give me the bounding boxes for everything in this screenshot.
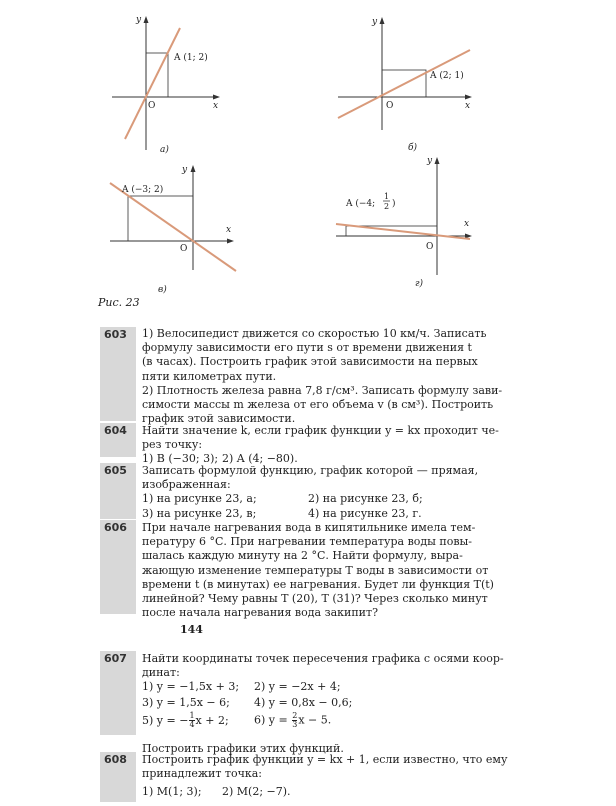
option: 3) y = 1,5x − 6; bbox=[142, 696, 230, 710]
problem-number: 607 bbox=[104, 652, 127, 665]
problem-607-text: Найти координаты точек пересечения графика с осями коор- динат: 1) y = −1,5x + 3; 2) y = −2x + 4; 3) y = 1,5x − 6; 4) y = 0,8x − 0,6; 5) y = − $\frac{1}{4}$ x + 2; 6) y = $\frac{2}{3}$ x − 5. Построить графики этих функций. bbox=[142, 652, 504, 756]
option: 4) y = 0,8x − 0,6; bbox=[254, 696, 353, 710]
svg-text:y: y bbox=[372, 17, 378, 27]
svg-text:y: y bbox=[427, 156, 433, 166]
panel-b bbox=[338, 17, 472, 153]
problem-number: 603 bbox=[104, 328, 127, 341]
problem-604-text: Найти значение k, если график функции y = kx проходит че- рез точку: 1) B (−30; 3); 2) A (4; −80). bbox=[142, 424, 499, 466]
point-label: A (−4; bbox=[346, 199, 376, 209]
option: 3) на рисунке 23, в; bbox=[142, 506, 257, 520]
panel-g bbox=[336, 156, 472, 289]
svg-text:O: O bbox=[180, 244, 188, 254]
graph-line bbox=[125, 28, 180, 139]
option: 4) на рисунке 23, г. bbox=[308, 506, 422, 520]
y-arrow-icon bbox=[144, 16, 149, 23]
graph-line bbox=[338, 50, 470, 118]
figure-23 bbox=[0, 0, 616, 300]
svg-text:A (−3; 2): A (−3; 2) bbox=[122, 185, 164, 195]
svg-text:O: O bbox=[426, 242, 434, 252]
svg-text:y: y bbox=[182, 165, 188, 175]
problem-603-text: 1) Велосипедист движется со скоростью 10 км/ч. Записать формулу зависимости его пути s от времени движения t (в часах). Построить график этой зависимости на первых пяти километрах пути. 2) Плотность железа равна 7,8 г/см³. Записать формулу зави- симости массы m железа от его объема v (в см³). Построить график этой зависимости. bbox=[142, 327, 503, 426]
point-label: A (1; 2) bbox=[174, 53, 208, 63]
problem-number: 605 bbox=[104, 464, 127, 477]
option: 1) M(1; 3); bbox=[142, 785, 202, 799]
svg-text:б): б) bbox=[408, 143, 418, 153]
svg-text:в): в) bbox=[158, 285, 167, 295]
option: 2) A (4; −80). bbox=[222, 452, 298, 466]
panel-sublabel: а) bbox=[160, 145, 169, 155]
y-arrow-icon bbox=[380, 17, 385, 24]
option: 5) y = − $\frac{1}{4}$ x + 2; bbox=[142, 711, 229, 730]
option: 1) на рисунке 23, а; bbox=[142, 492, 257, 506]
y-arrow-icon bbox=[435, 157, 440, 164]
option: 2) на рисунке 23, б; bbox=[308, 492, 423, 506]
option: 2) M(2; −7). bbox=[222, 785, 291, 799]
svg-text:O: O bbox=[386, 101, 394, 111]
option: 1) y = −1,5x + 3; bbox=[142, 680, 240, 694]
svg-text:г): г) bbox=[415, 279, 424, 289]
option: 6) y = $\frac{2}{3}$ x − 5. bbox=[254, 711, 332, 730]
panel-v bbox=[110, 165, 236, 295]
svg-text:x: x bbox=[464, 219, 470, 229]
svg-text:1: 1 bbox=[384, 192, 390, 201]
svg-text:x: x bbox=[226, 225, 232, 235]
x-arrow-icon bbox=[213, 95, 220, 100]
x-arrow-icon bbox=[227, 239, 234, 244]
problem-bar bbox=[100, 327, 136, 421]
svg-text:x: x bbox=[465, 101, 471, 111]
panel-a bbox=[112, 15, 220, 155]
y-arrow-icon bbox=[191, 165, 196, 172]
problem-606-text: При начале нагревания вода в кипятильнике имела тем- пературу 6 °С. При нагревании температура воды повы- шалась каждую минуту на 2 °С. Найти формулу, выра- жающую изменение температуры T воды в зависимости от времени t (в минутах) ее нагревания. Будет ли функция T(t) линейной? Чему равны T (20), T (31)? Через сколько минут после начала нагревания вода закипит? bbox=[142, 521, 494, 620]
problem-bar bbox=[100, 520, 136, 614]
problem-number: 608 bbox=[104, 753, 127, 766]
option: 2) y = −2x + 4; bbox=[254, 680, 341, 694]
problem-number: 604 bbox=[104, 424, 127, 437]
problem-605-text: Записать формулой функцию, график которой — прямая, изображенная: 1) на рисунке 23, а; 2) на рисунке 23, б; 3) на рисунке 23, в; 4) на рисунке 23, г. bbox=[142, 464, 479, 520]
figure-caption: Рис. 23 bbox=[98, 296, 140, 309]
svg-text:A (2; 1): A (2; 1) bbox=[430, 71, 464, 81]
problem-608-text: Построить график функции y = kx + 1, если известно, что ему принадлежит точка: 1) M(1; 3); 2) M(2; −7). bbox=[142, 753, 508, 799]
svg-text:2: 2 bbox=[384, 202, 390, 211]
page-number: 144 bbox=[180, 623, 203, 636]
x-arrow-icon bbox=[465, 95, 472, 100]
svg-text:): ) bbox=[392, 199, 396, 209]
problem-number: 606 bbox=[104, 521, 127, 534]
origin-label: O bbox=[148, 101, 156, 111]
x-label: x bbox=[213, 101, 219, 111]
y-label: y bbox=[136, 15, 142, 25]
option: 1) B (−30; 3); bbox=[142, 452, 219, 466]
